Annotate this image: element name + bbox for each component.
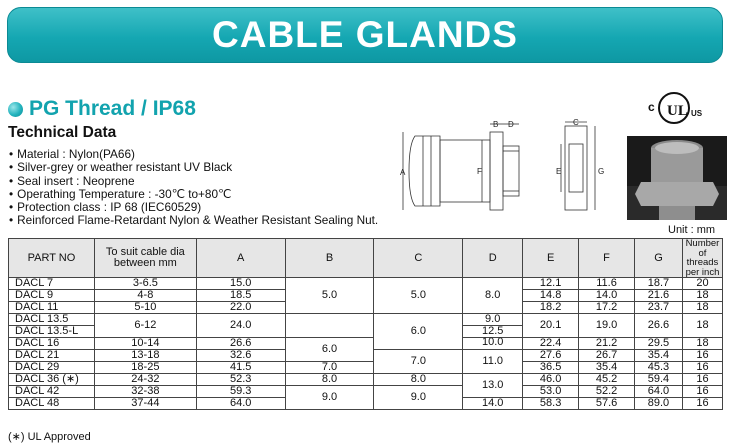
cell-cable: 4-8 — [94, 290, 196, 302]
cell-f: 11.6 — [579, 278, 635, 290]
cell-d: 9.0 — [463, 314, 523, 326]
ul-listed-logo — [643, 88, 705, 128]
cell-threads: 16 — [682, 386, 722, 398]
ul-approved-footnote: (∗) UL Approved — [8, 431, 91, 443]
spec-item: • Silver-grey or weather resistant UV Black — [9, 161, 378, 174]
page-title: CABLE GLANDS — [212, 14, 518, 55]
drawing-label-f: F — [477, 167, 482, 176]
spec-list — [9, 148, 378, 228]
cell-part: DACL 7 — [9, 278, 95, 290]
header-c: C — [374, 239, 463, 278]
cell-a: 32.6 — [196, 350, 285, 362]
cell-g: 64.0 — [635, 386, 683, 398]
cell-f: 17.2 — [579, 302, 635, 314]
cell-c: 5.0 — [374, 278, 463, 314]
cell-g: 35.4 — [635, 350, 683, 362]
cell-e: 46.0 — [523, 374, 579, 386]
cell-a: 26.6 — [196, 338, 285, 350]
drawing-label-c: C — [573, 118, 579, 127]
cell-cable: 3-6.5 — [94, 278, 196, 290]
cell-part: DACL 36 (∗) — [9, 374, 95, 386]
cell-b: 9.0 — [285, 386, 374, 410]
header-part-no: PART NO — [9, 239, 95, 278]
section-subtitle — [8, 97, 196, 121]
cell-part: DACL 11 — [9, 302, 95, 314]
cell-e: 36.5 — [523, 362, 579, 374]
spec-item: • Seal insert : Neoprene — [9, 175, 378, 188]
cell-d: 10.0 — [463, 338, 523, 350]
cell-a: 59.3 — [196, 386, 285, 398]
cell-f: 52.2 — [579, 386, 635, 398]
cell-b: 5.0 — [285, 278, 374, 314]
cell-threads: 18 — [682, 290, 722, 302]
cell-e: 18.2 — [523, 302, 579, 314]
cell-b: 8.0 — [285, 374, 374, 386]
cell-cable: 24-32 — [94, 374, 196, 386]
cell-part: DACL 16 — [9, 338, 95, 350]
cell-g: 21.6 — [635, 290, 683, 302]
cell-part: DACL 13.5 — [9, 314, 95, 326]
cell-g: 59.4 — [635, 374, 683, 386]
cell-cable: 6-12 — [94, 314, 196, 338]
cell-g: 18.7 — [635, 278, 683, 290]
header-b: B — [285, 239, 374, 278]
cell-threads: 16 — [682, 398, 722, 410]
header-g: G — [635, 239, 683, 278]
cell-c: 6.0 — [374, 314, 463, 350]
cell-b: 7.0 — [285, 362, 374, 374]
cell-f: 19.0 — [579, 314, 635, 338]
cell-c: 7.0 — [374, 350, 463, 374]
cell-f: 21.2 — [579, 338, 635, 350]
cell-threads: 16 — [682, 362, 722, 374]
cell-d: 12.5 — [463, 326, 523, 338]
spec-item: • Material : Nylon(PA66) — [9, 148, 378, 161]
cell-g: 89.0 — [635, 398, 683, 410]
cell-threads: 20 — [682, 278, 722, 290]
cell-c: 8.0 — [374, 374, 463, 386]
gland-technical-drawing — [385, 118, 620, 220]
cell-cable: 32-38 — [94, 386, 196, 398]
cell-g: 45.3 — [635, 362, 683, 374]
cell-cable: 5-10 — [94, 302, 196, 314]
cell-c: 9.0 — [374, 386, 463, 410]
header-d: D — [463, 239, 523, 278]
cell-d: 8.0 — [463, 278, 523, 314]
cable-gland-photo — [627, 136, 727, 220]
header-a: A — [196, 239, 285, 278]
cell-a: 15.0 — [196, 278, 285, 290]
cell-cable: 37-44 — [94, 398, 196, 410]
bullet-dot-icon — [8, 102, 23, 117]
cell-threads: 16 — [682, 374, 722, 386]
cell-a: 24.0 — [196, 314, 285, 338]
cell-a: 52.3 — [196, 374, 285, 386]
cell-e: 27.6 — [523, 350, 579, 362]
header-f: F — [579, 239, 635, 278]
cell-cable: 18-25 — [94, 362, 196, 374]
header-cable-dia: To suit cable dia between mm — [94, 239, 196, 278]
cell-e: 14.8 — [523, 290, 579, 302]
cell-threads: 18 — [682, 302, 722, 314]
cell-a: 22.0 — [196, 302, 285, 314]
cell-cable: 13-18 — [94, 350, 196, 362]
cell-part: DACL 42 — [9, 386, 95, 398]
cell-e: 58.3 — [523, 398, 579, 410]
cell-part: DACL 29 — [9, 362, 95, 374]
spec-table — [8, 238, 723, 410]
cell-d: 14.0 — [463, 398, 523, 410]
cell-e: 53.0 — [523, 386, 579, 398]
cell-a: 18.5 — [196, 290, 285, 302]
cell-d: 11.0 — [463, 350, 523, 374]
cell-part: DACL 48 — [9, 398, 95, 410]
cell-threads: 18 — [682, 314, 722, 338]
cell-f: 45.2 — [579, 374, 635, 386]
cell-part: DACL 21 — [9, 350, 95, 362]
table-header-row — [9, 239, 723, 278]
cell-f: 26.7 — [579, 350, 635, 362]
cell-e: 22.4 — [523, 338, 579, 350]
cell-f: 35.4 — [579, 362, 635, 374]
drawing-label-d: D — [508, 120, 514, 129]
cell-g: 29.5 — [635, 338, 683, 350]
ul-logo-mark: UL — [667, 103, 688, 119]
subtitle-text: PG Thread / IP68 — [29, 97, 196, 120]
cell-part: DACL 13.5-L — [9, 326, 95, 338]
spec-item: • Protection class : IP 68 (IEC60529) — [9, 201, 378, 214]
cell-a: 64.0 — [196, 398, 285, 410]
header-e: E — [523, 239, 579, 278]
cell-g: 23.7 — [635, 302, 683, 314]
technical-data-heading: Technical Data — [8, 124, 117, 141]
cell-f: 57.6 — [579, 398, 635, 410]
header-threads: Number of threads per inch — [682, 239, 722, 278]
title-banner — [7, 7, 723, 63]
cell-e: 20.1 — [523, 314, 579, 338]
cell-threads: 18 — [682, 338, 722, 350]
cell-threads: 16 — [682, 350, 722, 362]
cell-a: 41.5 — [196, 362, 285, 374]
cell-b — [285, 314, 374, 338]
drawing-label-a: A — [400, 168, 406, 177]
cell-f: 14.0 — [579, 290, 635, 302]
cell-cable: 10-14 — [94, 338, 196, 350]
ul-logo-us: US — [691, 109, 703, 118]
cell-part: DACL 9 — [9, 290, 95, 302]
cell-d: 13.0 — [463, 374, 523, 398]
drawing-label-b: B — [493, 120, 499, 129]
spec-item: • Operathing Temperature : -30℃ to+80℃ — [9, 188, 378, 201]
spec-item: • Reinforced Flame-Retardant Nylon & Weather Resistant Sealing Nut. — [9, 214, 378, 227]
cell-g: 26.6 — [635, 314, 683, 338]
cell-b: 6.0 — [285, 338, 374, 362]
drawing-label-e: E — [556, 167, 562, 176]
ul-logo-c: c — [648, 100, 655, 114]
cell-e: 12.1 — [523, 278, 579, 290]
unit-label: Unit : mm — [668, 224, 716, 236]
drawing-label-g: G — [598, 167, 605, 176]
